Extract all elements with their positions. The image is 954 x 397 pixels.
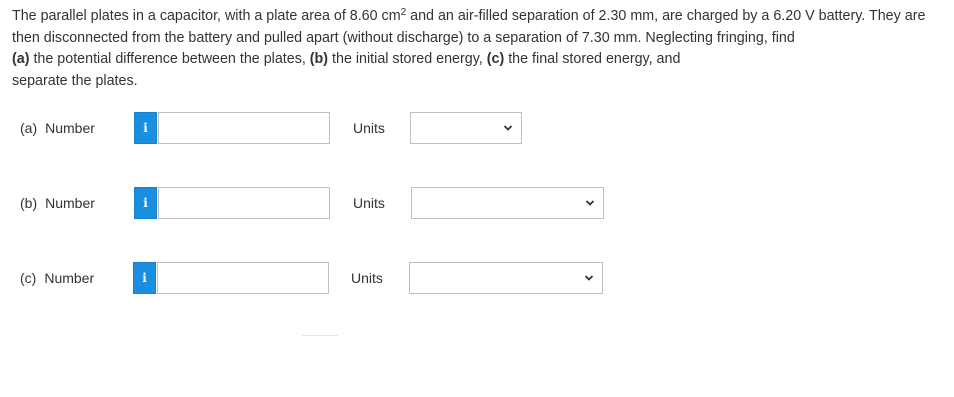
part-a-label (20, 112, 95, 144)
units-label-a: Units (353, 120, 385, 136)
question-part-2: and an air-filled separation of 2.30 mm, are charged by a 6.20 V battery. They are then disconnected from the battery and pulled apart (without discharge) to a separation of 7.30 mm. Neglecting fringing, find (12, 8, 926, 46)
part-a-text: the potential difference between the plates, (29, 51, 310, 67)
part-b-text: the initial stored energy, (328, 51, 487, 67)
units-select-c[interactable] (409, 262, 603, 294)
part-letter: (b) (20, 195, 38, 211)
info-button-c[interactable] (133, 262, 156, 294)
number-input-c[interactable] (157, 262, 329, 294)
part-b-tag: (b) (309, 51, 329, 67)
chevron-down-icon (503, 123, 513, 133)
info-icon: i (142, 271, 147, 285)
info-icon: i (143, 121, 148, 135)
part-c-text: the final stored energy, and (504, 51, 681, 67)
part-letter: (a) (20, 120, 38, 136)
number-label: Number (45, 120, 95, 136)
question-part-1: The parallel plates in a capacitor, with a plate area of 8.60 cm (12, 8, 401, 24)
units-select-b[interactable] (411, 187, 604, 219)
divider (302, 335, 338, 336)
part-a-tag: (a) (12, 51, 30, 67)
question-trailer: separate the plates. (12, 72, 138, 89)
number-label: Number (45, 195, 95, 211)
part-c-tag: (c) (486, 51, 505, 67)
question-text (12, 6, 947, 92)
chevron-down-icon (584, 273, 594, 283)
info-button-a[interactable] (134, 112, 157, 144)
units-select-a[interactable] (410, 112, 522, 144)
chevron-down-icon (585, 198, 595, 208)
number-input-b[interactable] (158, 187, 330, 219)
part-c-label (20, 262, 94, 294)
info-icon: i (143, 196, 148, 210)
number-label: Number (44, 270, 95, 286)
answer-row-a (0, 112, 954, 144)
answer-row-b (0, 187, 954, 219)
part-letter: (c) (20, 270, 37, 286)
part-b-label (20, 187, 95, 219)
units-label-c: Units (351, 270, 383, 286)
info-button-b[interactable] (134, 187, 157, 219)
number-input-a[interactable] (158, 112, 330, 144)
units-label-b: Units (353, 195, 385, 211)
answer-row-c (0, 262, 954, 294)
superscript-2: 2 (400, 7, 407, 18)
